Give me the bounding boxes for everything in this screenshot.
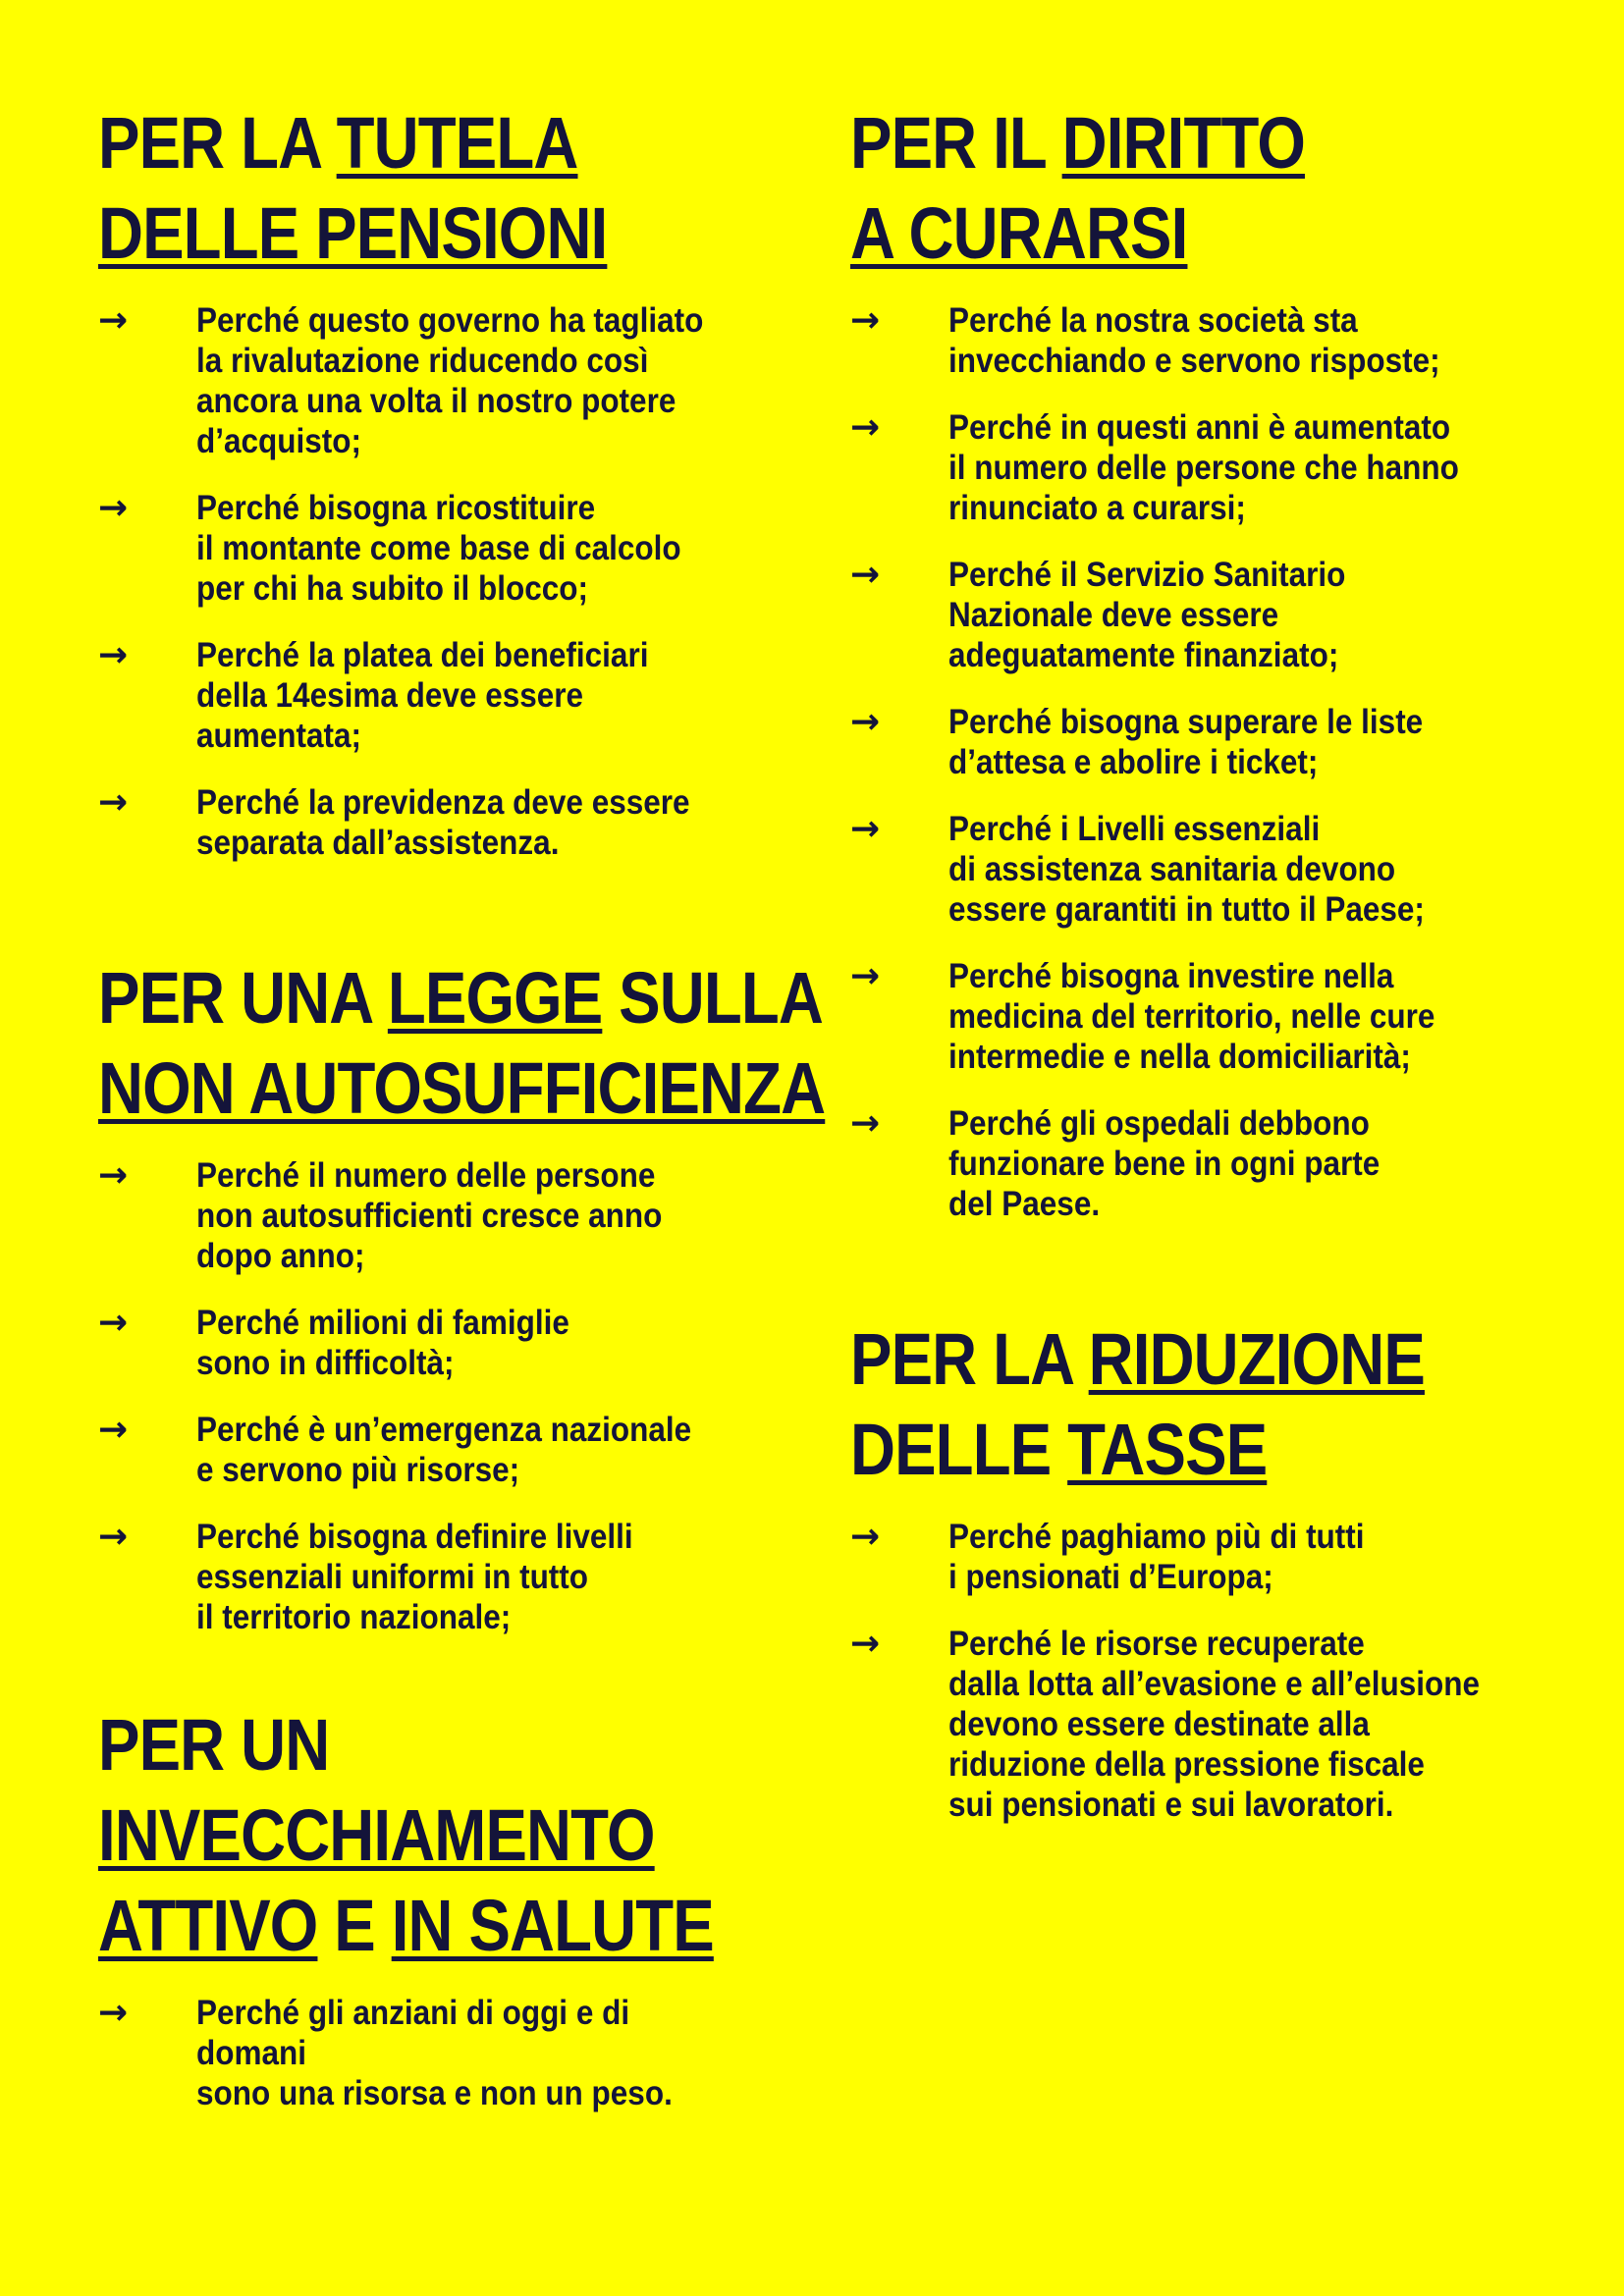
list-item-text: Perché bisogna superare le liste d’attesa e abolire i ticket; [948, 703, 1424, 781]
heading-line [98, 1043, 826, 1134]
heading-text: PER LA [98, 102, 337, 184]
arrow-right-icon: → [850, 702, 881, 742]
arrow-right-icon: → [98, 488, 129, 528]
list-item-text: Perché il Servizio Sanitario Nazionale deve essere adeguatamente finanziato; [948, 556, 1346, 674]
heading-line [98, 1700, 689, 1790]
list-item [850, 809, 1557, 930]
heading-line [850, 1405, 1458, 1495]
heading-text: PER UN [98, 1704, 330, 1786]
list-item-text: Perché milioni di famiglie sono in difficoltà; [196, 1304, 569, 1382]
list-item-text: Perché le risorse recuperate dalla lotta all’evasione e all’elusione devono essere destinate alla riduzione della pressione fiscale sui pensionati e sui lavoratori. [948, 1625, 1480, 1824]
heading-underlined-text: TASSE [1067, 1409, 1268, 1490]
bullet-list [850, 300, 1557, 1224]
heading-underlined-text: DELLE PENSIONI [98, 192, 608, 274]
heading-line [98, 98, 689, 188]
heading-underlined-text: TUTELA [336, 102, 578, 184]
arrow-right-icon: → [850, 1517, 881, 1557]
list-item-text: Perché gli anziani di oggi e di domani sono una risorsa e non un peso. [196, 1994, 673, 2112]
bullet-list [98, 300, 785, 863]
list-item-text: Perché la nostra società sta invecchiando e servono risposte; [948, 301, 1440, 380]
section-tax-reduction [850, 1314, 1557, 1825]
heading-text: SULLA [602, 957, 823, 1039]
heading-line [98, 953, 823, 1043]
arrow-right-icon: → [98, 782, 129, 823]
heading-underlined-text: INVECCHIAMENTO [98, 1794, 655, 1876]
list-item [850, 407, 1557, 528]
list-item-text: Perché paghiamo più di tutti i pensionati d’Europa; [948, 1518, 1365, 1596]
section-heading [850, 1314, 1458, 1495]
heading-line [98, 1790, 689, 1881]
arrow-right-icon: → [850, 555, 881, 595]
list-item [850, 300, 1557, 381]
section-heading [98, 1700, 714, 1971]
section-heading [850, 98, 1458, 279]
list-item [850, 555, 1557, 675]
heading-underlined-text: LEGGE [387, 957, 603, 1039]
list-item [850, 702, 1557, 782]
left-column [98, 98, 826, 2140]
heading-underlined-text: ATTIVO [98, 1885, 318, 1966]
list-item [98, 1155, 785, 1276]
list-item [98, 635, 785, 756]
list-item-text: Perché la platea dei beneficiari della 14esima deve essere aumentata; [196, 636, 649, 755]
list-item [850, 1517, 1557, 1597]
list-item-text: Perché la previdenza deve essere separata dall’assistenza. [196, 783, 690, 862]
bullet-list [98, 1993, 785, 2113]
list-item [850, 1624, 1557, 1825]
arrow-right-icon: → [98, 1410, 129, 1450]
arrow-right-icon: → [98, 1155, 129, 1196]
list-item [98, 1993, 785, 2113]
heading-underlined-text: DIRITTO [1061, 102, 1305, 184]
list-item-text: Perché il numero delle persone non autosufficienti cresce anno dopo anno; [196, 1156, 663, 1275]
heading-underlined-text: NON AUTOSUFFICIENZA [98, 1047, 826, 1129]
arrow-right-icon: → [98, 300, 129, 341]
heading-underlined-text: A CURARSI [850, 192, 1188, 274]
section-non-self-sufficiency-law [98, 953, 826, 1637]
section-right-to-healthcare [850, 98, 1557, 1224]
heading-text: DELLE [850, 1409, 1068, 1490]
list-item [850, 956, 1557, 1077]
heading-line [98, 1881, 714, 1971]
list-item-text: Perché bisogna ricostituire il montante come base di calcolo per chi ha subito il blocco; [196, 489, 681, 608]
arrow-right-icon: → [98, 1517, 129, 1557]
bullet-list [98, 1155, 785, 1637]
list-item-text: Perché è un’emergenza nazionale e servono più risorse; [196, 1411, 692, 1489]
bullet-list [850, 1517, 1557, 1825]
arrow-right-icon: → [850, 1624, 881, 1664]
heading-line [850, 98, 1458, 188]
arrow-right-icon: → [850, 809, 881, 849]
arrow-right-icon: → [98, 635, 129, 675]
list-item [850, 1103, 1557, 1224]
heading-line [850, 1314, 1458, 1405]
right-column [850, 98, 1557, 1851]
arrow-right-icon: → [98, 1303, 129, 1343]
heading-text: PER UNA [98, 957, 388, 1039]
list-item-text: Perché i Livelli essenziali di assistenza sanitaria devono essere garantiti in tutto il Paese; [948, 810, 1425, 929]
heading-text: PER IL [850, 102, 1062, 184]
heading-line [98, 188, 689, 279]
list-item-text: Perché bisogna definire livelli essenziali uniformi in tutto il territorio nazionale; [196, 1518, 633, 1636]
heading-text: PER LA [850, 1318, 1089, 1400]
heading-line [850, 188, 1458, 279]
list-item-text: Perché gli ospedali debbono funzionare bene in ogni parte del Paese. [948, 1104, 1380, 1223]
arrow-right-icon: → [850, 407, 881, 448]
section-heading [98, 953, 826, 1134]
list-item [98, 782, 785, 863]
list-item [98, 1303, 785, 1383]
section-active-healthy-aging [98, 1700, 785, 2113]
arrow-right-icon: → [850, 300, 881, 341]
heading-underlined-text: IN SALUTE [391, 1885, 714, 1966]
list-item [98, 1410, 785, 1490]
list-item-text: Perché questo governo ha tagliato la rivalutazione riducendo così ancora una volta il nostro potere d’acquisto; [196, 301, 704, 460]
section-pension-protection [98, 98, 785, 863]
list-item-text: Perché in questi anni è aumentato il numero delle persone che hanno rinunciato a curarsi; [948, 408, 1459, 527]
list-item-text: Perché bisogna investire nella medicina del territorio, nelle cure intermedie e nella domiciliarità; [948, 957, 1435, 1076]
list-item [98, 1517, 785, 1637]
list-item [98, 300, 785, 461]
section-heading [98, 98, 689, 279]
heading-underlined-text: RIDUZIONE [1088, 1318, 1425, 1400]
list-item [98, 488, 785, 609]
arrow-right-icon: → [850, 956, 881, 996]
arrow-right-icon: → [98, 1993, 129, 2033]
heading-text: E [317, 1885, 392, 1966]
arrow-right-icon: → [850, 1103, 881, 1144]
